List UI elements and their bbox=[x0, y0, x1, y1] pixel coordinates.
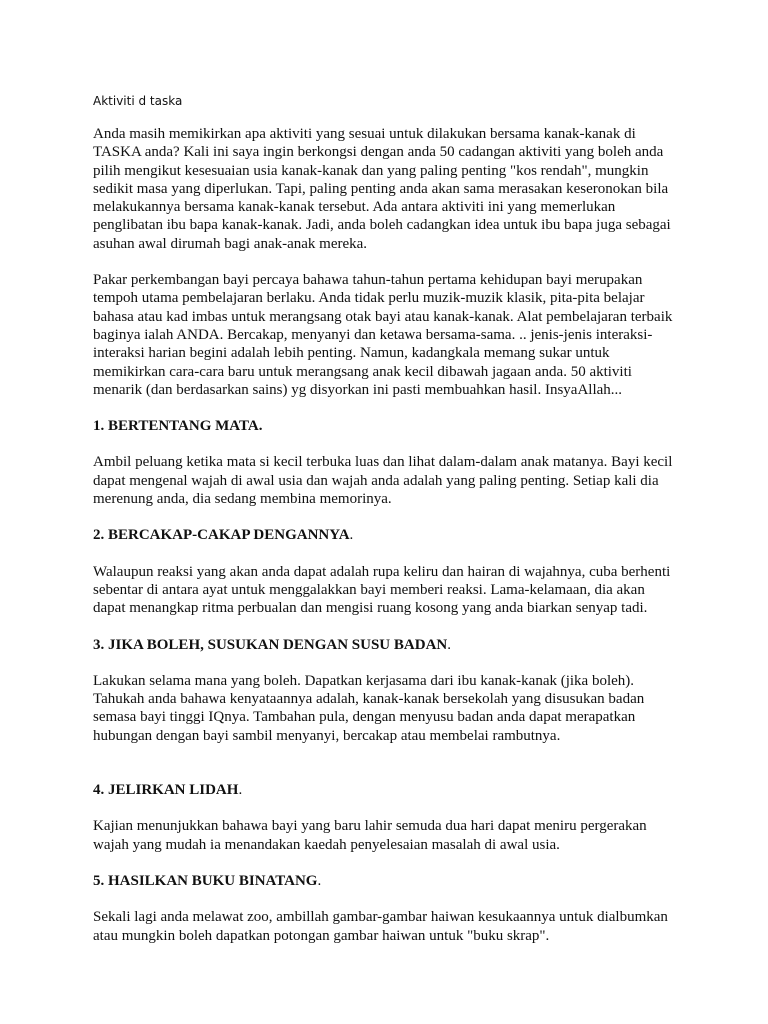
section-heading-2: 2. BERCAKAP-CAKAP DENGANNYA. bbox=[93, 527, 354, 544]
section-body-4: Kajian menunjukkan bahawa bayi yang baru lahir semuda dua hari dapat meniru pergerakan wajah yang mudah ia menandakan kaedah penyelesaian masalah di awal usia. bbox=[93, 818, 647, 853]
section-body-1: Ambil peluang ketika mata si kecil terbuka luas dan lihat dalam-dalam anak matanya. Bayi kecil dapat mengenal wajah di awal usia dan wajah anda adalah yang paling penting. Setiap kali dia merenung anda, dia sedang membina memorinya. bbox=[93, 454, 673, 508]
intro-paragraph-1: Anda masih memikirkan apa aktiviti yang sesuai untuk dilakukan bersama kanak-kanak di TASKA anda? Kali ini saya ingin berkongsi dengan anda 50 cadangan aktiviti yang boleh anda pilih mengikut kesesuaian usia kanak-kanak dan yang paling penting "kos rendah", mungkin sedikit masa yang diperlukan. Tapi, paling penting anda akan sama merasakan keseronokan bila melakukannya bersama kanak-kanak tersebut. Ada antara aktiviti ini yang memerlukan penglibatan ibu bapa kanak-kanak. Jadi, anda boleh cadangkan idea untuk ibu bapa juga sebagai asuhan awal dirumah bagi anak-anak mereka. bbox=[93, 126, 671, 252]
section-body-5: Sekali lagi anda melawat zoo, ambillah gambar-gambar haiwan kesukaannya untuk dialbumkan atau mungkin boleh dapatkan potongan gambar haiwan untuk "buku skrap". bbox=[93, 909, 668, 944]
section-heading-5: 5. HASILKAN BUKU BINATANG. bbox=[93, 872, 322, 889]
document-title: Aktiviti d taska bbox=[93, 94, 183, 108]
section-body-2: Walaupun reaksi yang akan anda dapat adalah rupa keliru dan hairan di wajahnya, cuba berhenti sebentar di antara ayat untuk menggalakkan bayi memberi reaksi. Lama-kelamaan, dia akan dapat menangkap ritma perbualan dan mengisi ruang kosong yang anda biarkan senyap tadi. bbox=[93, 563, 671, 617]
section-heading-4: 4. JELIRKAN LIDAH. bbox=[93, 782, 243, 799]
intro-paragraph-2: Pakar perkembangan bayi percaya bahawa tahun-tahun pertama kehidupan bayi merupakan tempoh utama pembelajaran berlaku. Anda tidak perlu muzik-muzik klasik, pita-pita belajar bahasa atau kad imbas untuk merangsang otak bayi atau kanak-kanak. Alat pembelajaran terbaik baginya ialah ANDA. Bercakap, menyanyi dan ketawa bersama-sama. .. jenis-jenis interaksi-interaksi harian begini adalah lebih penting. Namun, kadangkala memang sukar untuk memikirkan cara-cara baru untuk merangsang anak kecil dibawah jagaan anda. 50 aktiviti menarik (dan berdasarkan sains) yg disyorkan ini pasti membuahkan hasil. InsyaAllah... bbox=[93, 272, 673, 398]
section-heading-1: 1. BERTENTANG MATA. bbox=[93, 418, 263, 435]
section-heading-3: 3. JIKA BOLEH, SUSUKAN DENGAN SUSU BADAN. bbox=[93, 636, 451, 653]
section-body-3: Lakukan selama mana yang boleh. Dapatkan kerjasama dari ibu kanak-kanak (jika boleh). Tahukah anda bahawa kenyataannya adalah, kanak-kanak bersekolah yang disusukan badan semasa bayi tinggi IQnya. Tambahan pula, dengan menyusu badan anda dapat merapatkan hubungan dengan bayi sambil menyanyi, bercakap atau membelai rambutnya. bbox=[93, 672, 645, 744]
document-page bbox=[93, 93, 678, 963]
